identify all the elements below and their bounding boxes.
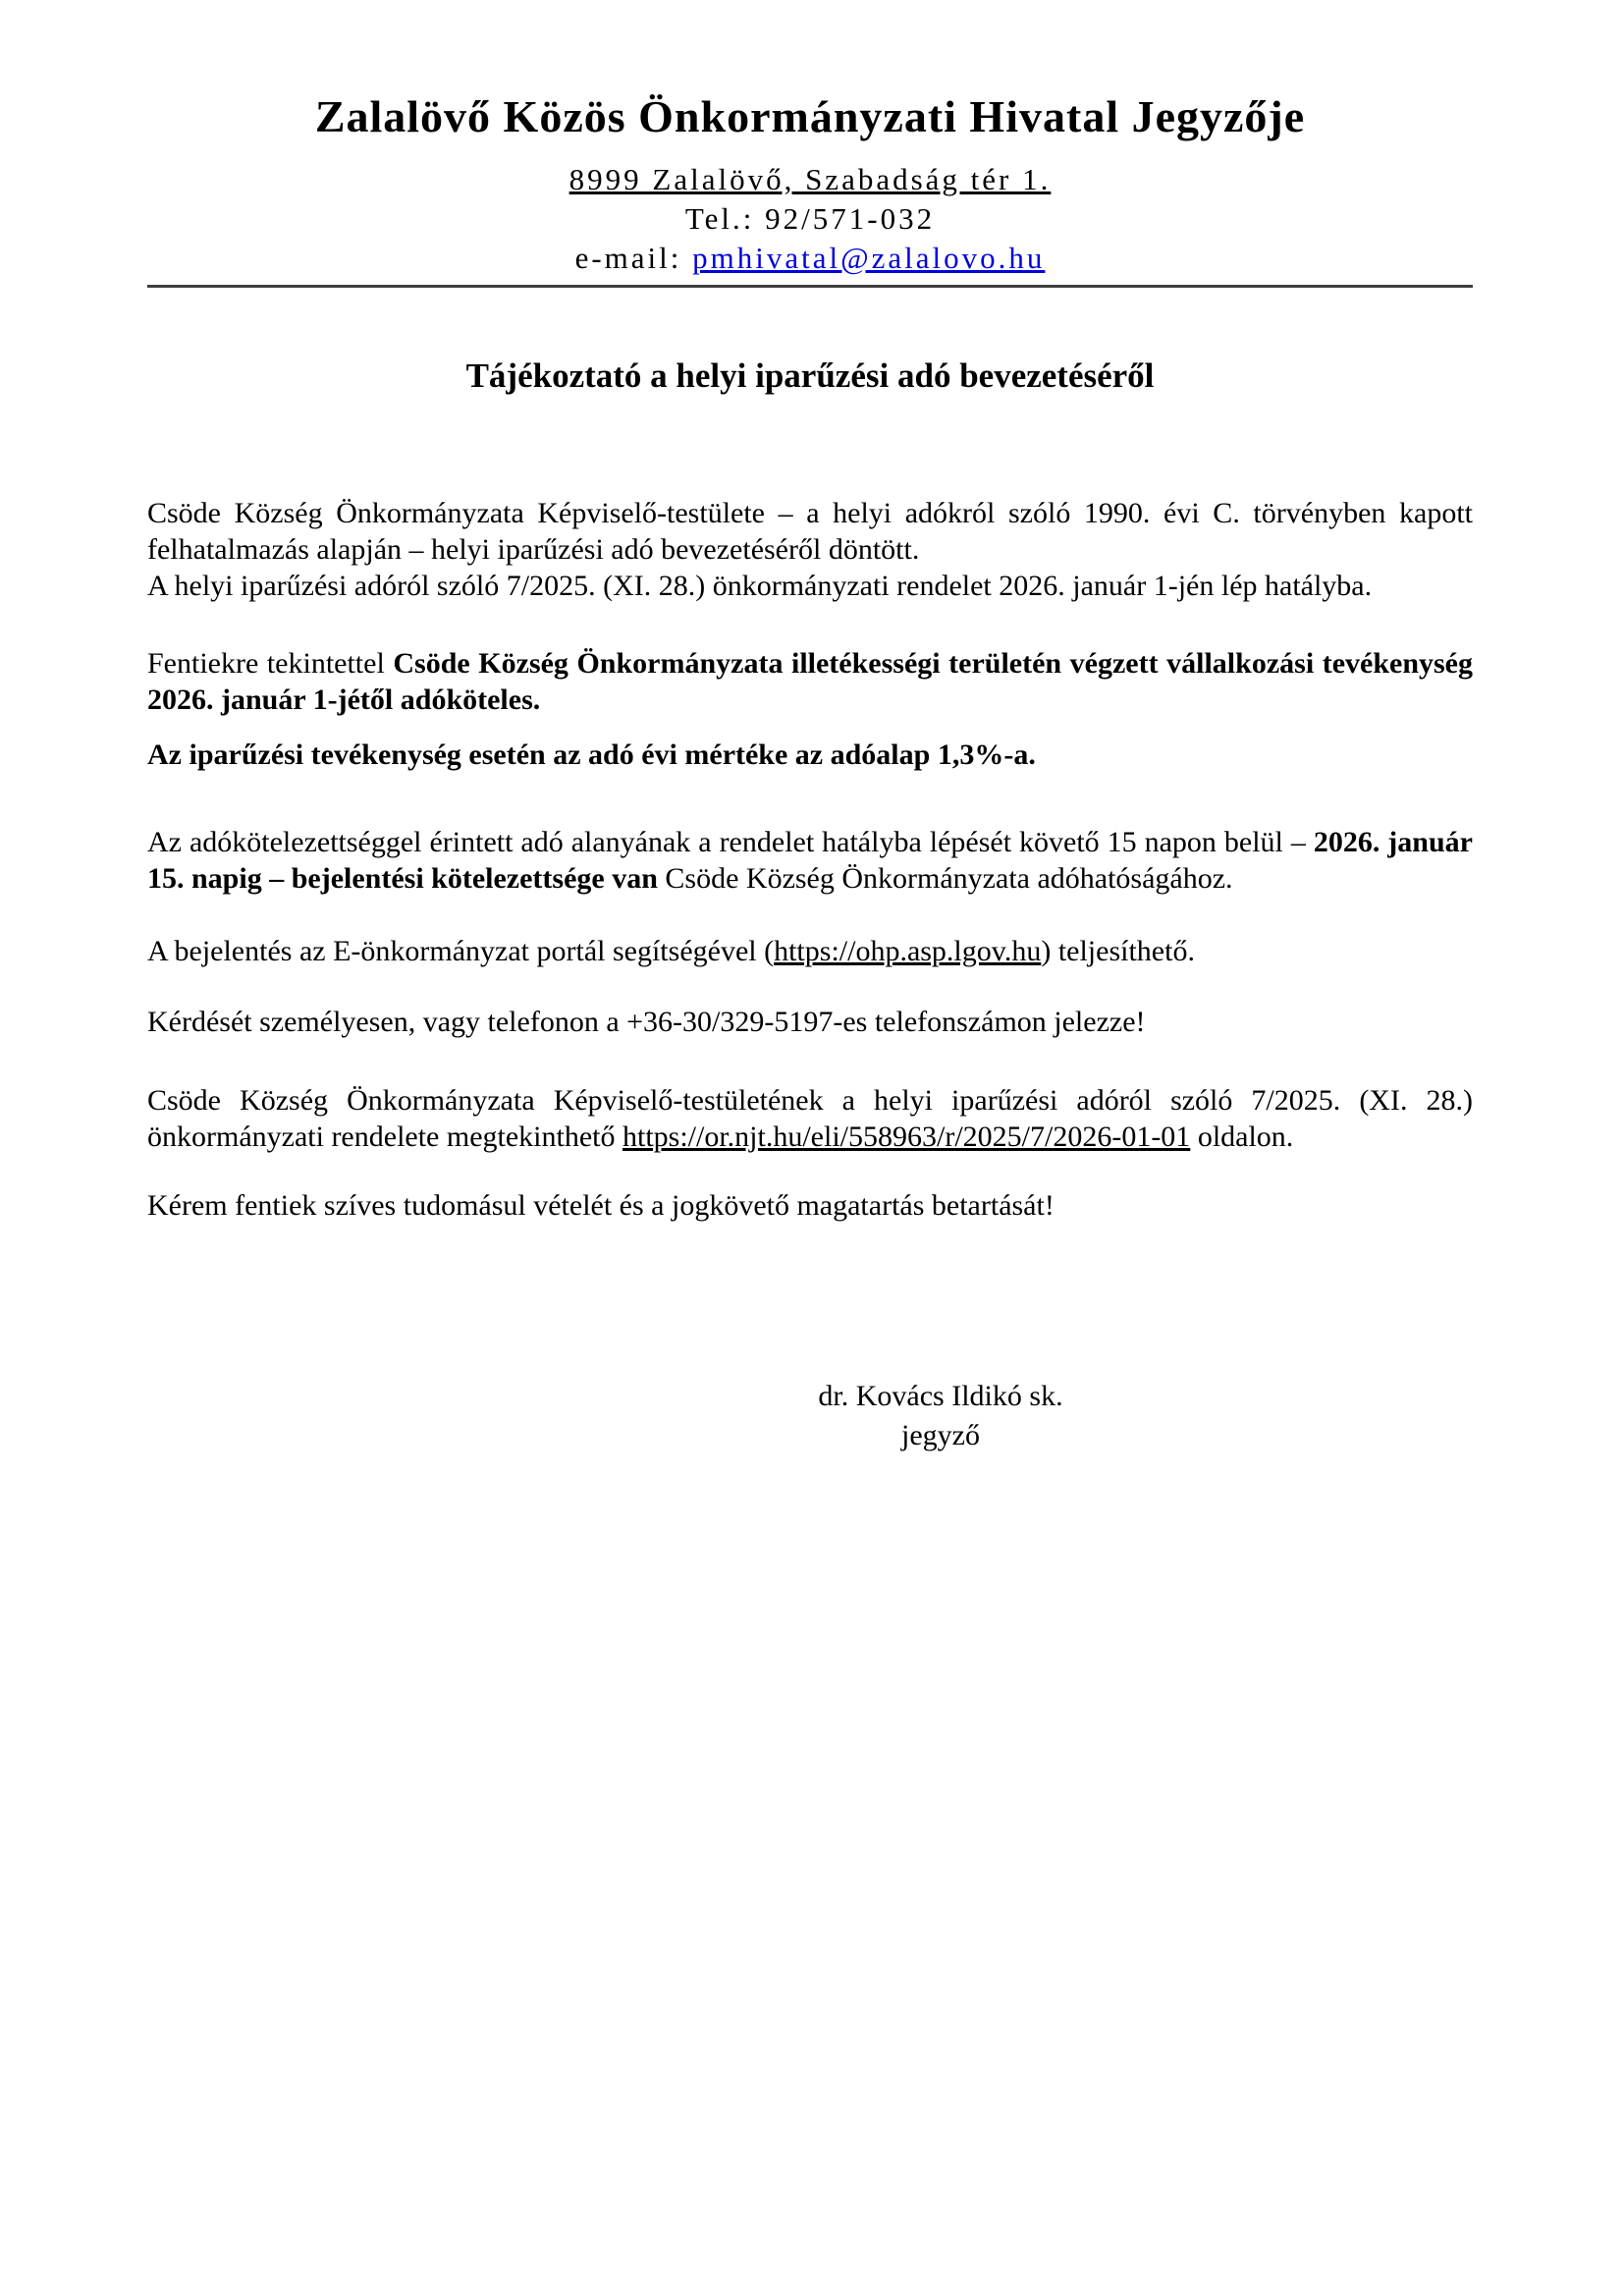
signatory-name: dr. Kovács Ildikó sk. xyxy=(818,1380,1063,1412)
text-run: oldalon. xyxy=(1190,1121,1294,1153)
text-run: A bejelentés az E-önkormányzat portál segítségével ( xyxy=(147,935,775,967)
paragraph-effective-date: A helyi iparűzési adóról szóló 7/2025. (XI. 28.) önkormányzati rendelet 2026. január 1-jén lép hatályba. xyxy=(147,570,1373,602)
paragraph-intro: Csöde Község Önkormányzata Képviselő-testülete – a helyi adókról szóló 1990. évi C. törvényben kapott felhatalmazás alapján – helyi iparűzési adó bevezetéséről döntött. xyxy=(147,497,1473,566)
document-title: Tájékoztató a helyi iparűzési adó bevezetéséről xyxy=(465,356,1155,395)
office-address: 8999 Zalalövő, Szabadság tér 1. xyxy=(568,162,1052,196)
paragraph-reporting-deadline xyxy=(147,824,1473,897)
document-body xyxy=(147,495,1473,1224)
eportal-link[interactable]: https://ohp.asp.lgov.hu xyxy=(774,935,1042,967)
office-title: Zalalövő Közös Önkormányzati Hivatal Jegyzője xyxy=(314,91,1306,141)
paragraph-regulation-link xyxy=(147,1082,1473,1155)
email-link[interactable]: pmhivatal@zalalovo.hu xyxy=(692,241,1046,275)
paragraph-tax-rate: Az iparűzési tevékenység esetén az adó évi mértéke az adóalap 1,3%-a. xyxy=(147,738,1036,771)
signatory-role: jegyző xyxy=(901,1419,980,1451)
text-run: Csöde Község Önkormányzata Képviselő-testületének a helyi iparűzési adóról szóló 7/2025. (XI. 28.) önkormányzati rendelete megtekinthető xyxy=(147,1084,1473,1153)
letterhead xyxy=(147,90,1473,288)
paragraph-phone-contact: Kérdését személyesen, vagy telefonon a +36-30/329-5197-es telefonszámon jelezze! xyxy=(147,1006,1146,1038)
signature-block xyxy=(408,1377,1473,1455)
text-run-bold: Csöde Község Önkormányzata illetékességi területén végzett vállalkozási tevékenység 2026. január 1-jétől adóköteles. xyxy=(147,647,1474,716)
header-divider xyxy=(147,285,1473,288)
text-run: Csöde Község Önkormányzata adóhatóságához. xyxy=(665,862,1233,895)
paragraph-eportal xyxy=(147,933,1473,969)
text-run: Az adókötelezettséggel érintett adó alanyának a rendelet hatályba lépését követő 15 napon belül – xyxy=(147,826,1314,858)
text-run: ) teljesíthető. xyxy=(1041,935,1195,967)
regulation-link[interactable]: https://or.njt.hu/eli/558963/r/2025/7/2026-01-01 xyxy=(622,1121,1191,1153)
paragraph-taxable xyxy=(147,645,1473,718)
paragraph-closing: Kérem fentiek szíves tudomásul vételét és a jogkövető magatartás betartását! xyxy=(147,1189,1055,1222)
text-run-bold: 2026. január 15. napig – bejelentési kötelezettsége van xyxy=(147,826,1473,895)
office-email-line xyxy=(147,239,1473,278)
office-phone: Tel.: 92/571-032 xyxy=(684,201,936,236)
text-run: Fentiekre tekintettel xyxy=(147,647,394,680)
email-label: e-mail: xyxy=(574,241,693,275)
